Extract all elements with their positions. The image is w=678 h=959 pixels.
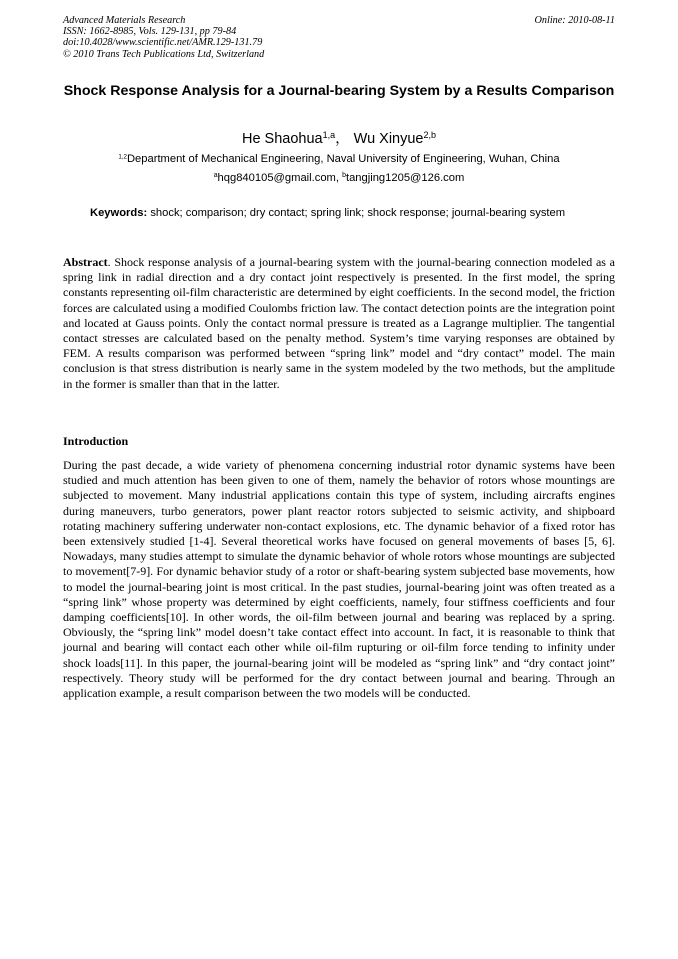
- email-address: tangjing1205@126.com: [345, 172, 465, 184]
- email-mark: b: [342, 172, 346, 180]
- email-address: hqg840105@gmail.com: [217, 172, 336, 184]
- affiliation-mark: 1,2: [118, 153, 127, 161]
- author-name: He Shaohua: [241, 131, 323, 147]
- author-affiliation-mark: 2,b: [423, 130, 436, 141]
- paper-title: Shock Response Analysis for a Journal-bearing System by a Results Comparison: [63, 83, 615, 99]
- email-mark: a: [213, 172, 218, 180]
- keywords-block: [90, 206, 614, 222]
- publication-header: [63, 15, 615, 60]
- author-affiliation-mark: 1,a: [322, 130, 336, 141]
- affiliation-line: [63, 152, 615, 166]
- copyright-line: © 2010 Trans Tech Publications Ltd, Switzerland: [63, 48, 265, 60]
- keywords-text: shock; comparison; dry contact; spring link; shock response; journal-bearing system: [150, 207, 566, 219]
- author-separator: ，: [335, 131, 350, 147]
- online-date: Online: 2010-08-11: [534, 15, 615, 26]
- email-separator: ,: [335, 172, 343, 184]
- abstract-paragraph: [63, 255, 615, 392]
- affiliation-text: Department of Mechanical Engineering, Naval University of Engineering, Wuhan, China: [126, 153, 560, 165]
- introduction-paragraph: During the past decade, a wide variety of phenomena concerning industrial rotor dynamic systems have been studied and much attention has been given to one of them, namely the behavior of rotors whose mountings are subjected to movement. Many industrial applications contain this type of system, including aircrafts engines during maneuvers, turbo generators, power plant reactor rotors subjected to seismic activity, and shipboard rotating machinery suffering underwater non-contact explosions, etc. The dynamic behavior of a fixed rotor has been extensively studied [1-4]. Several theoretical works have focused on general movements of bases [5, 6]. Nowadays, many studies attempt to simulate the dynamic behavior of whole rotors whose mountings are subjected to movement[7-9]. For dynamic behavior study of a rotor or shaft-bearing system subjected base movements, how to model the journal-bearing joint is most critical. In the past studies, journal-bearing joint was often treated as a “spring link” whose property was determined by eight coefficients, namely, four stiffness coefficients and four damping coefficients[10]. In other words, the oil-film between journal and bearing was replaced by a spring. Obviously, the “spring link” model doesn’t take contact effect into account. In fact, it is reasonable to think that journal and bearing will contact each other while oil-film rupturing or oil-film force tending to infinity under shock loads[11]. In this paper, the journal-bearing joint will be modeled as “spring link” and “dry contact joint” respectively. Theory study will be performed for the dry contact between journal and bearing. Through an application example, a result comparison between the two models will be conducted.: [63, 458, 615, 701]
- doi-line: doi:10.4028/www.scientific.net/AMR.129-131.79: [63, 37, 263, 49]
- keywords-label: Keywords:: [90, 207, 148, 219]
- author-line: [63, 130, 615, 148]
- section-heading-introduction: Introduction: [63, 434, 129, 448]
- journal-name: Advanced Materials Research: [63, 15, 186, 26]
- email-line: [63, 171, 615, 185]
- abstract-label: Abstract: [63, 255, 108, 269]
- author-name: Wu Xinyue: [353, 131, 424, 147]
- issn-line: ISSN: 1662-8985, Vols. 129-131, pp 79-84: [63, 26, 237, 38]
- publication-info: [63, 15, 615, 60]
- abstract-text: . Shock response analysis of a journal-bearing system with the journal-bearing connection modeled as a spring link in radial direction and a dry contact joint respectively is presented. In the first model, the spring constants representing oil-film characteristic are determined by eight coefficients. In the second model, the friction forces are calculated using a modified Coulombs friction law. The contact detection points are the integration point and located at Gauss points. Only the contact normal pressure is treated as a Lagrange multiplier. The tangential contact stresses are calculated based on the penalty method. System’s time varying responses are obtained by FEM. A results comparison was performed between “spring link” model and “dry contact” model. The main conclusion is that stress distribution is nearly same in the system modeled by the two methods, but the amplitude in the former is smaller than that in the latter.: [63, 255, 615, 391]
